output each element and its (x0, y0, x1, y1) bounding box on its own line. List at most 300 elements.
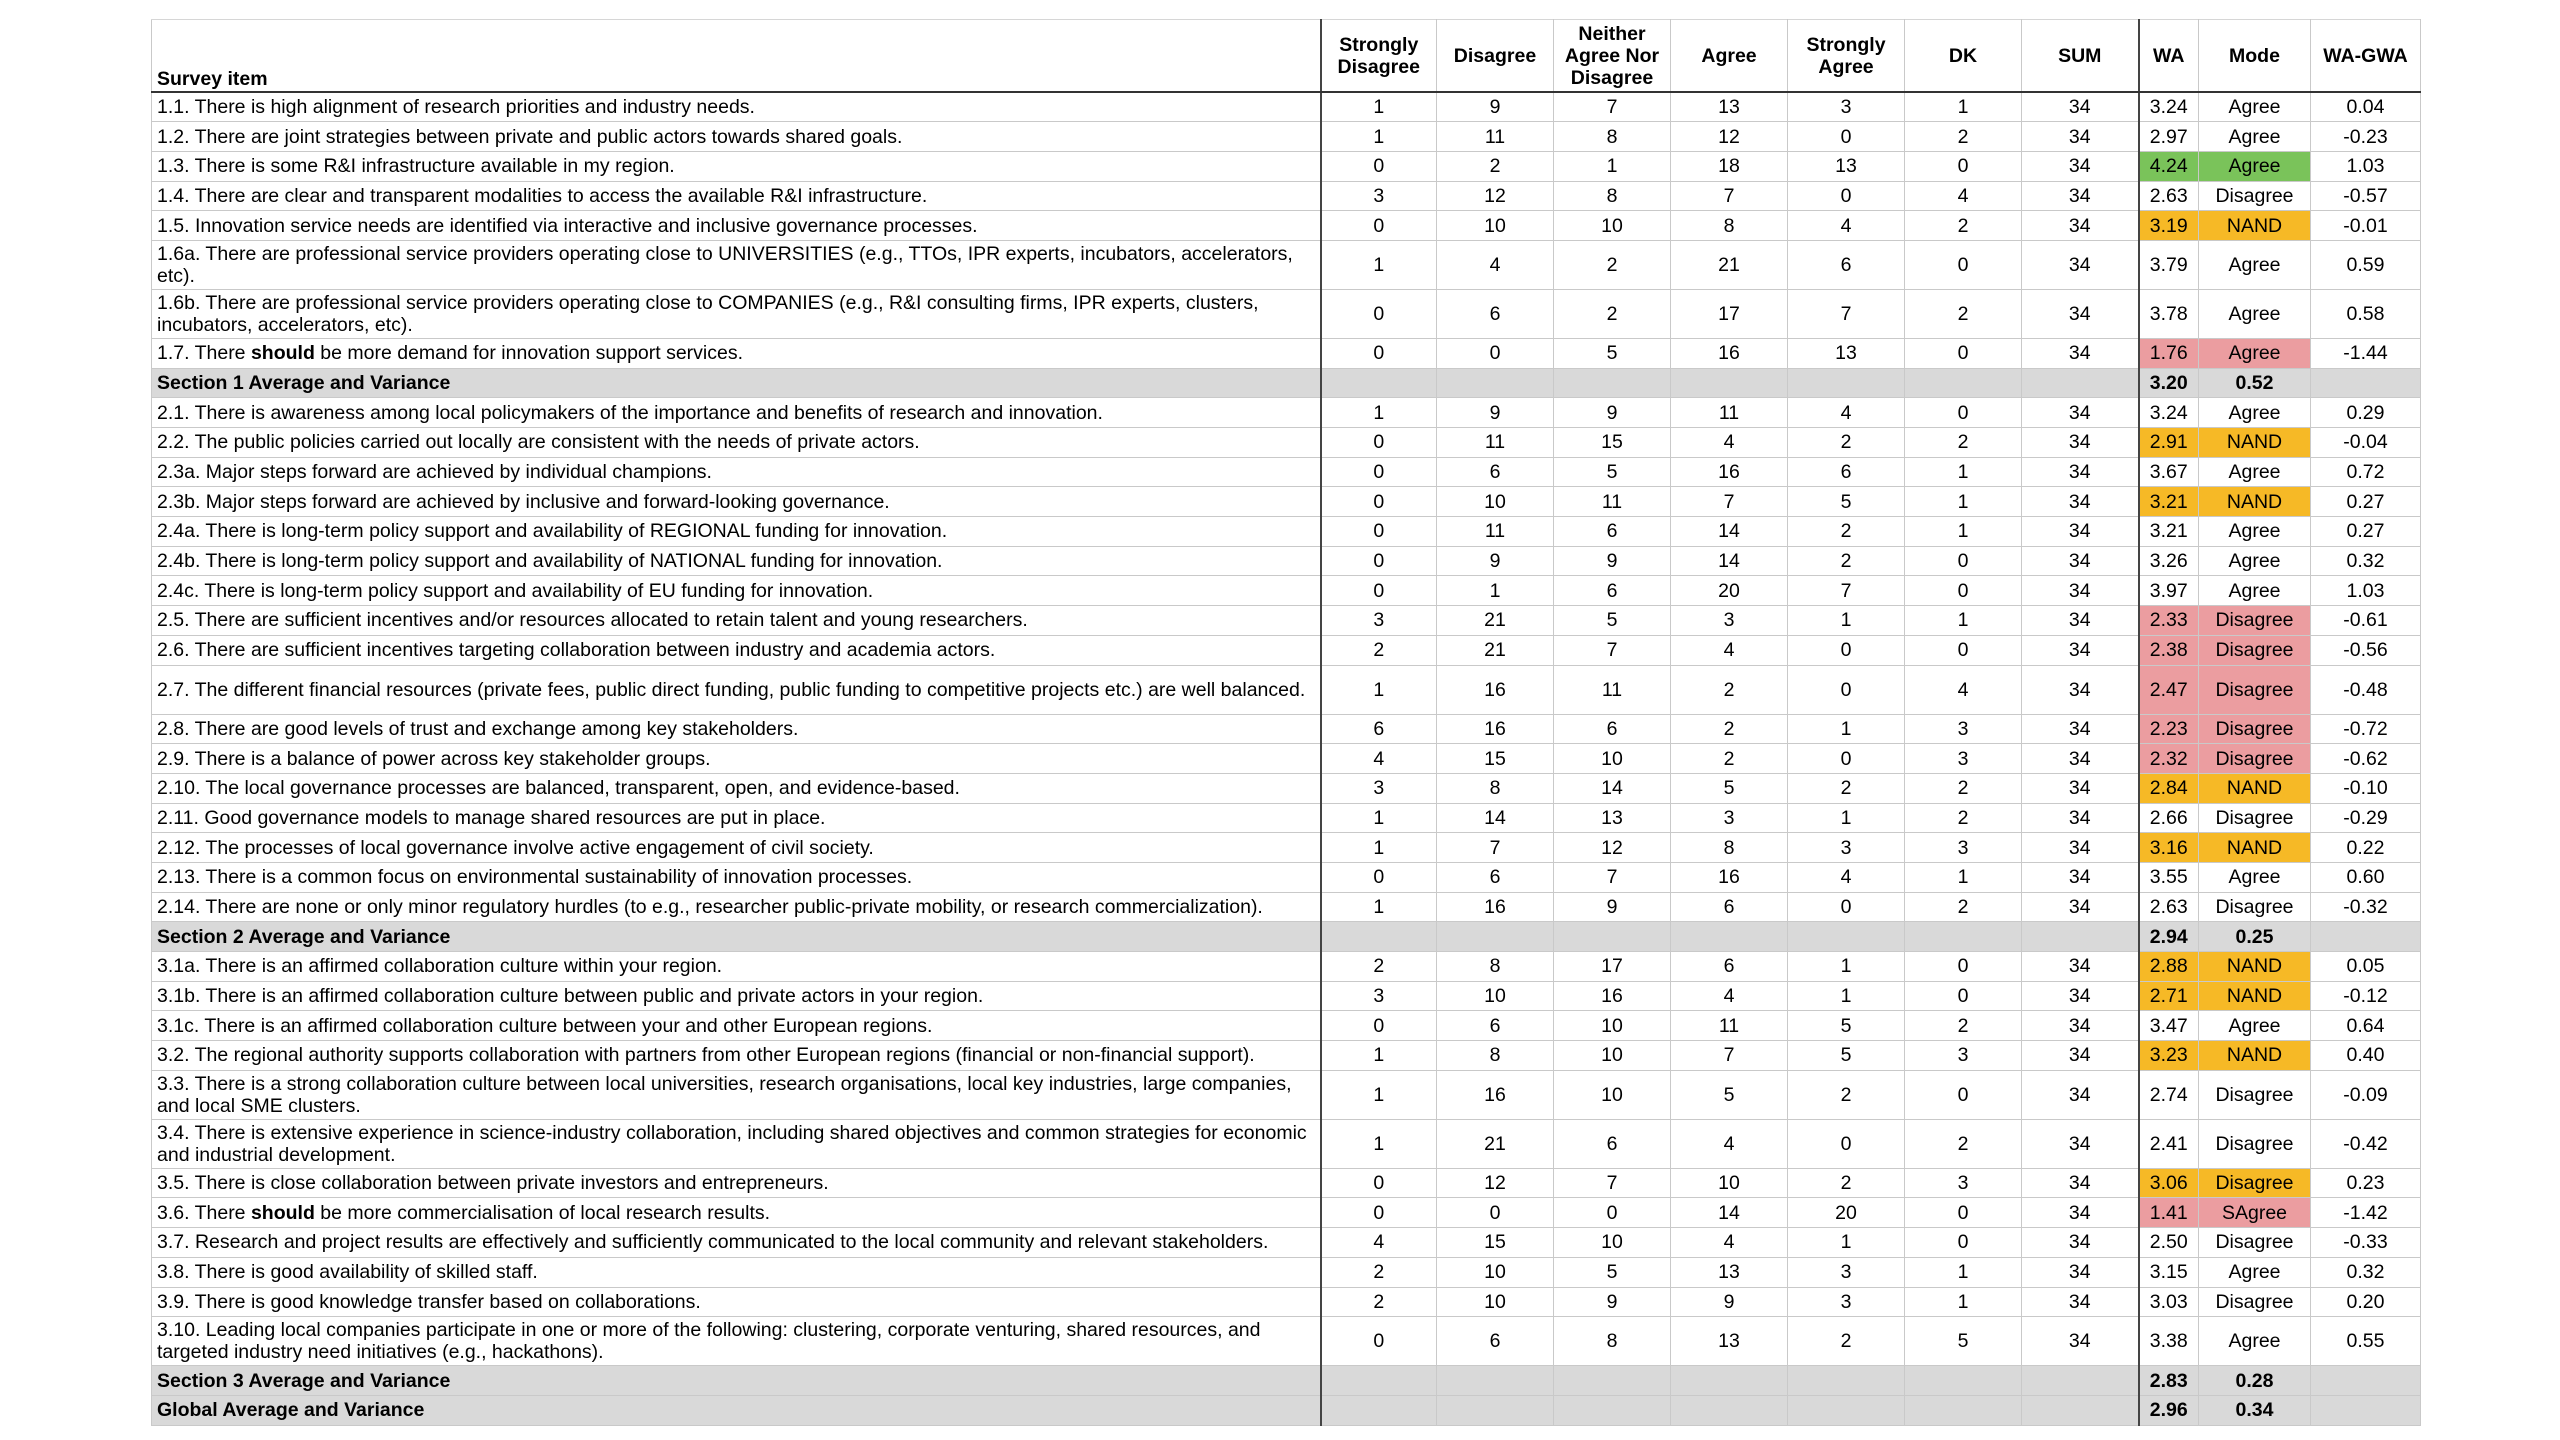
agree-cell: 11 (1671, 398, 1788, 428)
disagree-cell: 0 (1437, 1198, 1554, 1228)
wa-cell: 2.71 (2139, 981, 2199, 1011)
dk-cell: 4 (1905, 181, 2022, 211)
survey-item-cell (152, 289, 1321, 338)
survey-item-text: 3.2. The regional authority supports collaboration with partners from other European regions (financial or non-financial support). (157, 1044, 1255, 1067)
wa-gwa-cell: -0.29 (2311, 803, 2421, 833)
survey-item-cell (152, 1198, 1321, 1228)
mode-cell: Agree (2199, 1011, 2311, 1041)
empty-cell (1437, 922, 1554, 952)
survey-item-cell (152, 1119, 1321, 1168)
mode-cell: Disagree (2199, 665, 2311, 714)
empty-cell (1905, 368, 2022, 398)
strongly-disagree-cell: 4 (1321, 1228, 1437, 1258)
wa-cell: 3.15 (2139, 1257, 2199, 1287)
sum-cell: 34 (2022, 338, 2139, 368)
empty-cell (2311, 1366, 2421, 1396)
mode-cell: NAND (2199, 981, 2311, 1011)
strongly-disagree-cell: 3 (1321, 981, 1437, 1011)
strongly-agree-cell: 4 (1788, 211, 1905, 241)
survey-item-text: 2.1. There is awareness among local policymakers of the importance and benefits of research and innovation. (157, 401, 1103, 424)
dk-cell: 3 (1905, 1041, 2022, 1071)
mode-cell: Disagree (2199, 744, 2311, 774)
dk-cell: 0 (1905, 981, 2022, 1011)
dk-cell: 0 (1905, 1198, 2022, 1228)
neither-cell: 7 (1554, 635, 1671, 665)
agree-cell: 16 (1671, 862, 1788, 892)
agree-cell: 4 (1671, 428, 1788, 458)
wa-cell: 3.03 (2139, 1287, 2199, 1317)
sum-cell: 34 (2022, 487, 2139, 517)
table-row (152, 665, 2421, 714)
survey-item-text: 3.1c. There is an affirmed collaboration culture between your and other European regions. (157, 1014, 933, 1037)
wa-gwa-cell: 0.20 (2311, 1287, 2421, 1317)
agree-cell: 14 (1671, 1198, 1788, 1228)
sum-cell: 34 (2022, 181, 2139, 211)
survey-item-cell (152, 181, 1321, 211)
disagree-cell: 8 (1437, 773, 1554, 803)
dk-cell: 1 (1905, 92, 2022, 122)
sum-cell: 34 (2022, 773, 2139, 803)
disagree-cell: 21 (1437, 1119, 1554, 1168)
disagree-cell: 21 (1437, 635, 1554, 665)
table-row (152, 487, 2421, 517)
empty-cell (1437, 368, 1554, 398)
header-disagree: Disagree (1437, 20, 1554, 93)
disagree-cell: 6 (1437, 1317, 1554, 1366)
neither-cell: 9 (1554, 546, 1671, 576)
table-row (152, 1257, 2421, 1287)
sum-cell: 34 (2022, 803, 2139, 833)
neither-cell: 15 (1554, 428, 1671, 458)
strongly-disagree-cell: 1 (1321, 92, 1437, 122)
survey-item-cell (152, 833, 1321, 863)
survey-item-cell (152, 546, 1321, 576)
mode-cell: Disagree (2199, 803, 2311, 833)
neither-cell: 14 (1554, 773, 1671, 803)
summary-label: Section 1 Average and Variance (152, 368, 1321, 398)
sum-cell: 34 (2022, 1011, 2139, 1041)
sum-cell: 34 (2022, 428, 2139, 458)
table-row (152, 803, 2421, 833)
table-row (152, 981, 2421, 1011)
wa-gwa-cell: -0.10 (2311, 773, 2421, 803)
survey-item-cell (152, 92, 1321, 122)
agree-cell: 4 (1671, 1119, 1788, 1168)
agree-cell: 7 (1671, 487, 1788, 517)
wa-cell: 2.41 (2139, 1119, 2199, 1168)
disagree-cell: 6 (1437, 457, 1554, 487)
wa-gwa-cell: 0.27 (2311, 517, 2421, 547)
disagree-cell: 10 (1437, 981, 1554, 1011)
survey-item-cell (152, 1168, 1321, 1198)
table-row (152, 181, 2421, 211)
survey-item-text: 2.2. The public policies carried out locally are consistent with the needs of private actors. (157, 431, 920, 454)
survey-item-text: 2.14. There are none or only minor regulatory hurdles (to e.g., researcher public-private mobility, or research commercialization). (157, 895, 1263, 918)
empty-cell (1321, 922, 1437, 952)
neither-cell: 5 (1554, 457, 1671, 487)
neither-cell: 0 (1554, 1198, 1671, 1228)
wa-gwa-cell: 0.59 (2311, 240, 2421, 289)
neither-cell: 6 (1554, 576, 1671, 606)
empty-cell (2022, 922, 2139, 952)
agree-cell: 5 (1671, 773, 1788, 803)
survey-item-text: 2.6. There are sufficient incentives targeting collaboration between industry and academia actors. (157, 639, 996, 662)
disagree-cell: 12 (1437, 181, 1554, 211)
mode-cell: Disagree (2199, 1287, 2311, 1317)
table-row (152, 151, 2421, 181)
table-row (152, 1198, 2421, 1228)
disagree-cell: 14 (1437, 803, 1554, 833)
sum-cell: 34 (2022, 151, 2139, 181)
agree-cell: 12 (1671, 122, 1788, 152)
wa-cell: 3.06 (2139, 1168, 2199, 1198)
mode-cell: NAND (2199, 211, 2311, 241)
strongly-agree-cell: 4 (1788, 862, 1905, 892)
strongly-agree-cell: 1 (1788, 1228, 1905, 1258)
strongly-agree-cell: 2 (1788, 546, 1905, 576)
survey-item-text: 1.4. There are clear and transparent modalities to access the available R&I infrastructure. (157, 184, 928, 207)
wa-cell: 2.47 (2139, 665, 2199, 714)
table-row (152, 714, 2421, 744)
wa-cell: 3.26 (2139, 546, 2199, 576)
survey-item-cell (152, 1317, 1321, 1366)
wa-gwa-cell: -1.44 (2311, 338, 2421, 368)
section-summary-row (152, 368, 2421, 398)
disagree-cell: 12 (1437, 1168, 1554, 1198)
table-row (152, 1070, 2421, 1119)
sum-cell: 34 (2022, 122, 2139, 152)
strongly-agree-cell: 3 (1788, 92, 1905, 122)
survey-item-text: 1.6a. There are professional service providers operating close to UNIVERSITIES (e.g., TTOs, IPR experts, incubators, accelerators, etc). (157, 242, 1293, 287)
sum-cell: 34 (2022, 744, 2139, 774)
strongly-agree-cell: 5 (1788, 1011, 1905, 1041)
neither-cell: 2 (1554, 289, 1671, 338)
agree-cell: 10 (1671, 1168, 1788, 1198)
strongly-disagree-cell: 1 (1321, 665, 1437, 714)
disagree-cell: 9 (1437, 398, 1554, 428)
mode-cell: Agree (2199, 576, 2311, 606)
survey-results-table (151, 19, 2421, 1426)
strongly-disagree-cell: 1 (1321, 1041, 1437, 1071)
agree-cell: 14 (1671, 546, 1788, 576)
dk-cell: 2 (1905, 211, 2022, 241)
strongly-disagree-cell: 1 (1321, 803, 1437, 833)
survey-item-cell (152, 1257, 1321, 1287)
empty-cell (1788, 922, 1905, 952)
strongly-agree-cell: 3 (1788, 1257, 1905, 1287)
empty-cell (1554, 1366, 1671, 1396)
header-wa-gwa: WA-GWA (2311, 20, 2421, 93)
wa-gwa-cell: 0.55 (2311, 1317, 2421, 1366)
wa-gwa-cell: -0.23 (2311, 122, 2421, 152)
sum-cell: 34 (2022, 517, 2139, 547)
neither-cell: 7 (1554, 862, 1671, 892)
table-row (152, 398, 2421, 428)
survey-item-text: 2.3a. Major steps forward are achieved by individual champions. (157, 461, 712, 484)
strongly-agree-cell: 3 (1788, 1287, 1905, 1317)
empty-cell (2022, 1395, 2139, 1425)
strongly-disagree-cell: 2 (1321, 952, 1437, 982)
survey-item-cell (152, 1287, 1321, 1317)
empty-cell (1437, 1366, 1554, 1396)
sum-cell: 34 (2022, 1168, 2139, 1198)
empty-cell (2311, 368, 2421, 398)
sum-cell: 34 (2022, 606, 2139, 636)
disagree-cell: 7 (1437, 833, 1554, 863)
summary-label: Section 3 Average and Variance (152, 1366, 1321, 1396)
survey-item-text: 3.9. There is good knowledge transfer based on collaborations. (157, 1290, 701, 1313)
dk-cell: 0 (1905, 338, 2022, 368)
strongly-agree-cell: 0 (1788, 892, 1905, 922)
strongly-agree-cell: 0 (1788, 665, 1905, 714)
wa-cell: 3.67 (2139, 457, 2199, 487)
wa-gwa-cell: 0.72 (2311, 457, 2421, 487)
strongly-agree-cell: 7 (1788, 289, 1905, 338)
strongly-disagree-cell: 4 (1321, 744, 1437, 774)
strongly-agree-cell: 13 (1788, 338, 1905, 368)
dk-cell: 0 (1905, 240, 2022, 289)
survey-item-text: 3.1b. There is an affirmed collaboration culture between public and private actors in your region. (157, 985, 984, 1008)
strongly-agree-cell: 1 (1788, 981, 1905, 1011)
dk-cell: 5 (1905, 1317, 2022, 1366)
neither-cell: 12 (1554, 833, 1671, 863)
disagree-cell: 11 (1437, 428, 1554, 458)
wa-cell: 2.88 (2139, 952, 2199, 982)
mode-cell: NAND (2199, 952, 2311, 982)
disagree-cell: 6 (1437, 289, 1554, 338)
table-row (152, 428, 2421, 458)
mode-cell: Agree (2199, 1257, 2311, 1287)
header-wa: WA (2139, 20, 2199, 93)
wa-gwa-cell: -0.72 (2311, 714, 2421, 744)
agree-cell: 2 (1671, 714, 1788, 744)
survey-item-text: 2.13. There is a common focus on environmental sustainability of innovation processes. (157, 866, 913, 889)
survey-item-cell (152, 665, 1321, 714)
dk-cell: 3 (1905, 744, 2022, 774)
wa-cell: 2.74 (2139, 1070, 2199, 1119)
header-strongly-agree: Strongly Agree (1788, 20, 1905, 93)
survey-item-cell (152, 1228, 1321, 1258)
agree-cell: 3 (1671, 606, 1788, 636)
survey-item-text: 1.5. Innovation service needs are identified via interactive and inclusive governance processes. (157, 214, 978, 237)
dk-cell: 0 (1905, 546, 2022, 576)
wa-gwa-cell: 1.03 (2311, 576, 2421, 606)
neither-cell: 8 (1554, 122, 1671, 152)
survey-item-cell (152, 714, 1321, 744)
survey-item-emphasis: should (250, 342, 315, 365)
survey-item-cell (152, 122, 1321, 152)
dk-cell: 2 (1905, 1011, 2022, 1041)
disagree-cell: 15 (1437, 744, 1554, 774)
survey-item-cell (152, 981, 1321, 1011)
table-row (152, 892, 2421, 922)
strongly-agree-cell: 1 (1788, 803, 1905, 833)
disagree-cell: 8 (1437, 1041, 1554, 1071)
wa-cell: 3.79 (2139, 240, 2199, 289)
agree-cell: 21 (1671, 240, 1788, 289)
survey-item-cell (152, 773, 1321, 803)
header-strongly-disagree: Strongly Disagree (1321, 20, 1437, 93)
neither-cell: 16 (1554, 981, 1671, 1011)
strongly-disagree-cell: 0 (1321, 1317, 1437, 1366)
strongly-agree-cell: 2 (1788, 517, 1905, 547)
table-row (152, 517, 2421, 547)
strongly-agree-cell: 0 (1788, 181, 1905, 211)
disagree-cell: 15 (1437, 1228, 1554, 1258)
summary-average-cell: 3.20 (2139, 368, 2199, 398)
strongly-agree-cell: 20 (1788, 1198, 1905, 1228)
survey-item-cell (152, 457, 1321, 487)
strongly-disagree-cell: 0 (1321, 289, 1437, 338)
strongly-agree-cell: 6 (1788, 240, 1905, 289)
wa-cell: 3.38 (2139, 1317, 2199, 1366)
strongly-agree-cell: 0 (1788, 122, 1905, 152)
mode-cell: NAND (2199, 428, 2311, 458)
strongly-agree-cell: 2 (1788, 428, 1905, 458)
disagree-cell: 9 (1437, 92, 1554, 122)
empty-cell (1788, 368, 1905, 398)
disagree-cell: 9 (1437, 546, 1554, 576)
empty-cell (1437, 1395, 1554, 1425)
mode-cell: Disagree (2199, 1119, 2311, 1168)
wa-cell: 2.63 (2139, 181, 2199, 211)
table-header (152, 20, 2421, 93)
disagree-cell: 10 (1437, 1287, 1554, 1317)
survey-item-cell (152, 803, 1321, 833)
strongly-agree-cell: 0 (1788, 744, 1905, 774)
wa-cell: 2.38 (2139, 635, 2199, 665)
table-row (152, 606, 2421, 636)
mode-cell: Agree (2199, 862, 2311, 892)
neither-cell: 8 (1554, 1317, 1671, 1366)
disagree-cell: 0 (1437, 338, 1554, 368)
summary-label: Section 2 Average and Variance (152, 922, 1321, 952)
agree-cell: 17 (1671, 289, 1788, 338)
neither-cell: 5 (1554, 338, 1671, 368)
survey-item-cell (152, 240, 1321, 289)
wa-cell: 3.21 (2139, 487, 2199, 517)
survey-item-text: 3.5. There is close collaboration between private investors and entrepreneurs. (157, 1172, 829, 1195)
empty-cell (1671, 922, 1788, 952)
survey-item-cell (152, 398, 1321, 428)
empty-cell (1554, 1395, 1671, 1425)
strongly-agree-cell: 1 (1788, 952, 1905, 982)
strongly-disagree-cell: 0 (1321, 862, 1437, 892)
dk-cell: 0 (1905, 398, 2022, 428)
empty-cell (1321, 1395, 1437, 1425)
wa-gwa-cell: -0.01 (2311, 211, 2421, 241)
neither-cell: 9 (1554, 398, 1671, 428)
survey-item-text: 3.8. There is good availability of skilled staff. (157, 1261, 538, 1284)
empty-cell (1905, 1366, 2022, 1396)
summary-variance-cell: 0.52 (2199, 368, 2311, 398)
agree-cell: 16 (1671, 338, 1788, 368)
survey-item-text: 2.9. There is a balance of power across key stakeholder groups. (157, 747, 711, 770)
empty-cell (1321, 1366, 1437, 1396)
disagree-cell: 8 (1437, 952, 1554, 982)
survey-item-text: 1.3. There is some R&I infrastructure available in my region. (157, 155, 675, 178)
mode-cell: NAND (2199, 487, 2311, 517)
empty-cell (1788, 1395, 1905, 1425)
agree-cell: 13 (1671, 92, 1788, 122)
strongly-disagree-cell: 2 (1321, 635, 1437, 665)
wa-cell: 3.23 (2139, 1041, 2199, 1071)
dk-cell: 2 (1905, 122, 2022, 152)
strongly-agree-cell: 3 (1788, 833, 1905, 863)
survey-item-text: 2.5. There are sufficient incentives and/or resources allocated to retain talent and young researchers. (157, 609, 1028, 632)
neither-cell: 11 (1554, 665, 1671, 714)
table-row (152, 457, 2421, 487)
header-mode: Mode (2199, 20, 2311, 93)
mode-cell: Agree (2199, 338, 2311, 368)
sum-cell: 34 (2022, 546, 2139, 576)
agree-cell: 3 (1671, 803, 1788, 833)
sum-cell: 34 (2022, 457, 2139, 487)
table-row (152, 289, 2421, 338)
empty-cell (1905, 922, 2022, 952)
header-dk: DK (1905, 20, 2022, 93)
summary-average-cell: 2.96 (2139, 1395, 2199, 1425)
wa-gwa-cell: -0.32 (2311, 892, 2421, 922)
agree-cell: 8 (1671, 833, 1788, 863)
strongly-agree-cell: 0 (1788, 635, 1905, 665)
wa-gwa-cell: -0.12 (2311, 981, 2421, 1011)
disagree-cell: 10 (1437, 1257, 1554, 1287)
strongly-disagree-cell: 0 (1321, 338, 1437, 368)
mode-cell: SAgree (2199, 1198, 2311, 1228)
dk-cell: 2 (1905, 892, 2022, 922)
wa-cell: 2.91 (2139, 428, 2199, 458)
wa-cell: 3.21 (2139, 517, 2199, 547)
neither-cell: 10 (1554, 744, 1671, 774)
section-summary-row (152, 922, 2421, 952)
table-row (152, 833, 2421, 863)
wa-cell: 2.63 (2139, 892, 2199, 922)
sum-cell: 34 (2022, 240, 2139, 289)
table-row (152, 1011, 2421, 1041)
survey-item-cell (152, 862, 1321, 892)
wa-gwa-cell: -0.09 (2311, 1070, 2421, 1119)
disagree-cell: 21 (1437, 606, 1554, 636)
wa-gwa-cell: 0.64 (2311, 1011, 2421, 1041)
neither-cell: 2 (1554, 240, 1671, 289)
dk-cell: 3 (1905, 1168, 2022, 1198)
wa-gwa-cell: -0.56 (2311, 635, 2421, 665)
strongly-agree-cell: 4 (1788, 398, 1905, 428)
table-row (152, 952, 2421, 982)
survey-item-text: 2.3b. Major steps forward are achieved by inclusive and forward-looking governance. (157, 490, 890, 513)
sum-cell: 34 (2022, 1317, 2139, 1366)
disagree-cell: 4 (1437, 240, 1554, 289)
strongly-disagree-cell: 0 (1321, 151, 1437, 181)
wa-cell: 3.24 (2139, 398, 2199, 428)
strongly-disagree-cell: 1 (1321, 892, 1437, 922)
strongly-disagree-cell: 3 (1321, 181, 1437, 211)
table-row (152, 1317, 2421, 1366)
mode-cell: Agree (2199, 398, 2311, 428)
survey-item-text: 3.10. Leading local companies participate in one or more of the following: clustering, corporate venturing, shared resources, and targeted industry need initiatives (e.g., hackathons). (157, 1319, 1261, 1364)
wa-cell: 3.97 (2139, 576, 2199, 606)
wa-cell: 1.76 (2139, 338, 2199, 368)
dk-cell: 1 (1905, 1257, 2022, 1287)
mode-cell: Agree (2199, 546, 2311, 576)
strongly-disagree-cell: 1 (1321, 122, 1437, 152)
strongly-disagree-cell: 2 (1321, 1257, 1437, 1287)
wa-cell: 2.66 (2139, 803, 2199, 833)
wa-gwa-cell: 0.58 (2311, 289, 2421, 338)
strongly-agree-cell: 5 (1788, 1041, 1905, 1071)
agree-cell: 14 (1671, 517, 1788, 547)
